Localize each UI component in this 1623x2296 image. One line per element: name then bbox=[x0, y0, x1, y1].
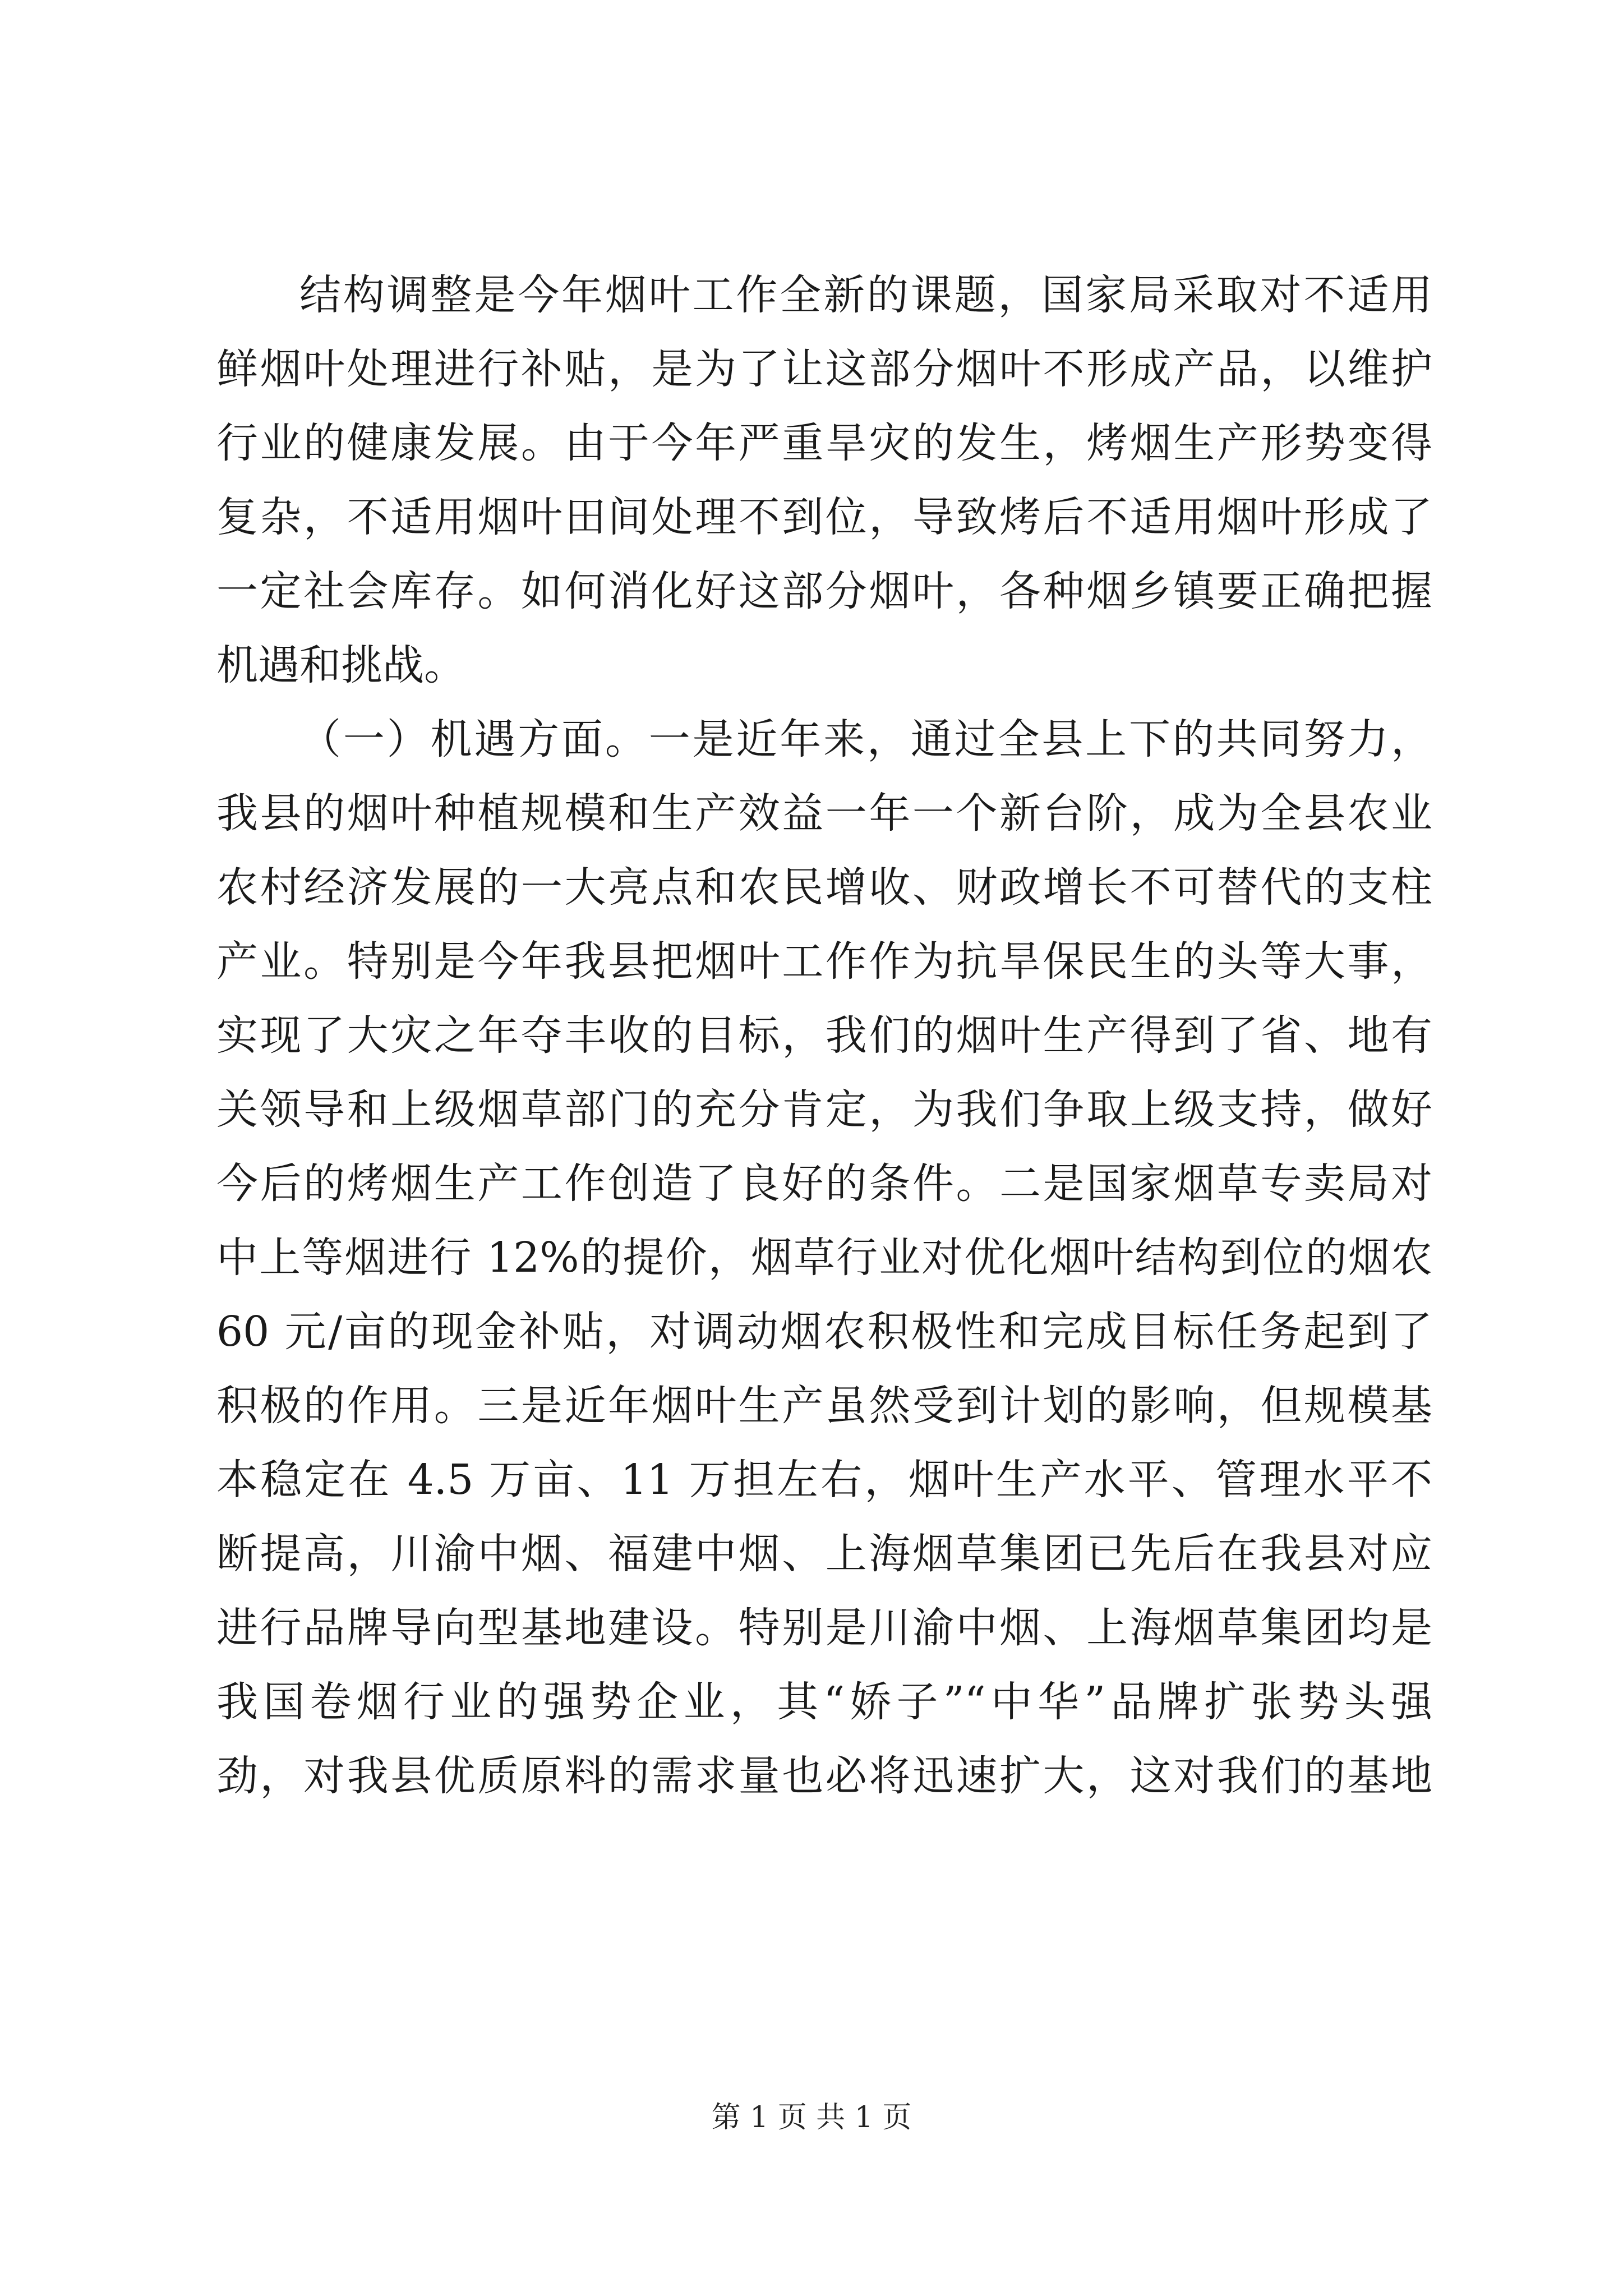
text-line: 我国卷烟行业的强势企业，其“娇子”“中华”品牌扩张势头强 bbox=[216, 1678, 1432, 1726]
text-line: 今后的烤烟生产工作创造了良好的条件。二是国家烟草专卖局对 bbox=[216, 1159, 1432, 1208]
text-line: 农村经济发展的一大亮点和农民增收、财政增长不可替代的支柱 bbox=[216, 863, 1432, 912]
text-line: 复杂，不适用烟叶田间处理不到位，导致烤后不适用烟叶形成了 bbox=[216, 493, 1432, 541]
page-number-label: 第 1 页 共 1 页 bbox=[711, 2101, 912, 2134]
text-line: 中上等烟进行 12%的提价，烟草行业对优化烟叶结构到位的烟农 bbox=[216, 1234, 1432, 1282]
text-line: 一定社会库存。如何消化好这部分烟叶，各种烟乡镇要正确把握 bbox=[216, 567, 1432, 615]
text-line: 行业的健康发展。由于今年严重旱灾的发生，烤烟生产形势变得 bbox=[216, 419, 1432, 467]
text-line: 机遇和挑战。 bbox=[216, 641, 465, 689]
text-line: 实现了大灾之年夺丰收的目标，我们的烟叶生产得到了省、地有 bbox=[216, 1011, 1432, 1060]
text-line: 本稳定在 4.5 万亩、11 万担左右，烟叶生产水平、管理水平不 bbox=[216, 1456, 1432, 1504]
text-line: 劲，对我县优质原料的需求量也必将迅速扩大，这对我们的基地 bbox=[216, 1752, 1432, 1800]
text-line: 断提高，川渝中烟、福建中烟、上海烟草集团已先后在我县对应 bbox=[216, 1530, 1432, 1578]
text-line: 结构调整是今年烟叶工作全新的课题，国家局采取对不适用 bbox=[299, 271, 1432, 319]
text-line: （一）机遇方面。一是近年来，通过全县上下的共同努力， bbox=[299, 715, 1432, 763]
page-footer bbox=[0, 2098, 1623, 2137]
text-line: 进行品牌导向型基地建设。特别是川渝中烟、上海烟草集团均是 bbox=[216, 1604, 1432, 1652]
text-line: 产业。特别是今年我县把烟叶工作作为抗旱保民生的头等大事， bbox=[216, 937, 1432, 986]
text-line: 积极的作用。三是近年烟叶生产虽然受到计划的影响，但规模基 bbox=[216, 1382, 1432, 1430]
text-line: 鲜烟叶处理进行补贴，是为了让这部分烟叶不形成产品，以维护 bbox=[216, 345, 1432, 393]
text-line: 我县的烟叶种植规模和生产效益一年一个新台阶，成为全县农业 bbox=[216, 789, 1432, 838]
document-body bbox=[216, 258, 1432, 1813]
text-line: 关领导和上级烟草部门的充分肯定，为我们争取上级支持，做好 bbox=[216, 1085, 1432, 1134]
text-line: 60 元/亩的现金补贴，对调动烟农积极性和完成目标任务起到了 bbox=[216, 1308, 1432, 1356]
